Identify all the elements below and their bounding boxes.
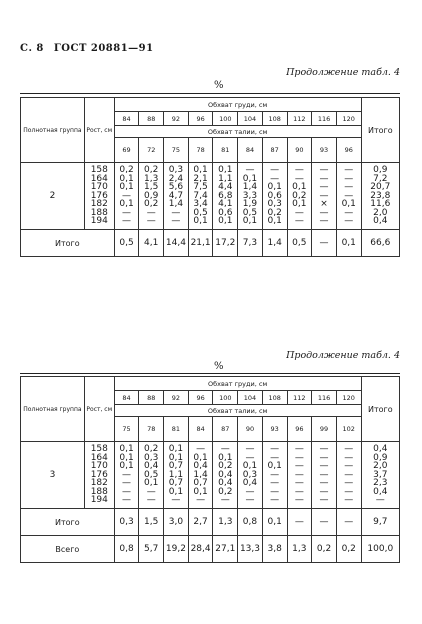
value-column bbox=[287, 442, 312, 509]
cell-value: 7,4 bbox=[193, 190, 208, 201]
cell-value: — bbox=[294, 443, 304, 454]
height-value: 170 bbox=[90, 461, 108, 472]
chest-value: 92 bbox=[164, 391, 189, 405]
height-value: 158 bbox=[90, 164, 108, 175]
cell-value: 0,4 bbox=[218, 478, 233, 489]
height-value: 194 bbox=[90, 495, 108, 506]
value-column bbox=[164, 163, 189, 230]
summary-value: 3,0 bbox=[164, 509, 189, 536]
cell-value: 0,2 bbox=[144, 443, 159, 454]
cell-value: — bbox=[122, 495, 132, 506]
cell-value: 6,8 bbox=[218, 190, 233, 201]
chest-value: 120 bbox=[336, 391, 361, 405]
cell-value: 0,3 bbox=[144, 452, 159, 463]
summary-value: 19,2 bbox=[164, 536, 189, 563]
summary-value: 0,3 bbox=[114, 509, 139, 536]
row-total-value: 0,4 bbox=[373, 486, 388, 497]
height-header: Рост, см bbox=[84, 98, 114, 163]
cell-value: 0,1 bbox=[119, 173, 134, 184]
height-value: 176 bbox=[90, 469, 108, 480]
cell-value: 0,1 bbox=[242, 216, 258, 227]
cell-value: 0,1 bbox=[267, 182, 282, 193]
cell-value: — bbox=[196, 495, 206, 506]
waist-value: 96 bbox=[287, 417, 312, 442]
row-total-value: 20,7 bbox=[370, 182, 391, 193]
height-header: Рост, см bbox=[84, 377, 114, 442]
cell-value: 0,9 bbox=[144, 190, 159, 201]
cell-value: 0,5 bbox=[242, 207, 258, 218]
waist-value: 75 bbox=[114, 417, 139, 442]
chest-value: 112 bbox=[287, 391, 312, 405]
row-total-value: 7,2 bbox=[373, 173, 388, 184]
value-column bbox=[336, 163, 361, 230]
summary-value: — bbox=[312, 509, 337, 536]
row-total-value: 0,4 bbox=[373, 216, 388, 227]
cell-value: — bbox=[220, 443, 230, 454]
height-value: 164 bbox=[90, 452, 108, 463]
cell-value: — bbox=[122, 190, 132, 201]
summary-value: 27,1 bbox=[213, 536, 238, 563]
group-header: Полнотная группа bbox=[21, 377, 85, 442]
waist-value: 99 bbox=[312, 417, 337, 442]
summary-value: 0,5 bbox=[114, 230, 139, 257]
summary-value: 1,5 bbox=[139, 509, 164, 536]
waist-value: 81 bbox=[164, 417, 189, 442]
cell-value: 0,1 bbox=[119, 443, 134, 454]
cell-value: — bbox=[319, 461, 329, 472]
cell-value: 1,1 bbox=[168, 469, 184, 480]
value-column bbox=[114, 163, 139, 230]
value-column bbox=[188, 163, 213, 230]
value-column bbox=[336, 442, 361, 509]
table-1-top-rule bbox=[20, 93, 400, 94]
height-value: 182 bbox=[90, 478, 108, 489]
waist-value: 90 bbox=[287, 138, 312, 163]
cell-value: 0,1 bbox=[292, 199, 307, 210]
waist-value: 93 bbox=[262, 417, 287, 442]
cell-value: — bbox=[344, 495, 354, 506]
chest-value: 88 bbox=[139, 391, 164, 405]
cell-value: — bbox=[245, 164, 255, 175]
chest-header: Обхват груди, см bbox=[114, 377, 361, 391]
cell-value: — bbox=[270, 443, 280, 454]
cell-value: — bbox=[344, 469, 354, 480]
cell-value: 0,7 bbox=[168, 478, 184, 489]
chest-value: 84 bbox=[114, 391, 139, 405]
summary-total: 66,6 bbox=[361, 230, 399, 257]
cell-value: 0,4 bbox=[193, 461, 208, 472]
cell-value: 0,7 bbox=[168, 461, 184, 472]
cell-value: 1,4 bbox=[193, 469, 208, 480]
cell-value: — bbox=[245, 486, 255, 497]
cell-value: 0,1 bbox=[119, 199, 134, 210]
cell-value: — bbox=[270, 164, 280, 175]
cell-value: 5,6 bbox=[168, 182, 184, 193]
table-2-top-rule bbox=[20, 373, 400, 374]
chest-value: 84 bbox=[114, 112, 139, 126]
height-value: 182 bbox=[90, 199, 108, 210]
row-total-value: 2,3 bbox=[373, 478, 388, 489]
cell-value: — bbox=[270, 495, 280, 506]
cell-value: 3,4 bbox=[193, 199, 208, 210]
cell-value: — bbox=[294, 452, 304, 463]
cell-value: — bbox=[319, 486, 329, 497]
cell-value: — bbox=[122, 207, 132, 218]
cell-value: — bbox=[294, 478, 304, 489]
waist-value: 78 bbox=[188, 138, 213, 163]
cell-value: — bbox=[319, 443, 329, 454]
cell-value: 4,1 bbox=[218, 199, 233, 210]
waist-value: 87 bbox=[213, 417, 238, 442]
cell-value: — bbox=[319, 469, 329, 480]
cell-value: — bbox=[344, 182, 354, 193]
cell-value: 0,1 bbox=[267, 461, 282, 472]
table-1 bbox=[20, 97, 400, 257]
cell-value: — bbox=[146, 495, 156, 506]
cell-value: — bbox=[245, 452, 255, 463]
cell-value: — bbox=[344, 486, 354, 497]
cell-value: 0,2 bbox=[267, 207, 282, 218]
cell-value: 0,1 bbox=[242, 461, 258, 472]
cell-value: — bbox=[294, 207, 304, 218]
cell-value: 0,1 bbox=[144, 478, 159, 489]
summary-value: 1,4 bbox=[262, 230, 287, 257]
summary-value: 3,8 bbox=[262, 536, 287, 563]
cell-value: 0,1 bbox=[193, 452, 208, 463]
cell-value: — bbox=[294, 216, 304, 227]
value-column bbox=[164, 442, 189, 509]
cell-value: — bbox=[270, 173, 280, 184]
row-total-value: 2,0 bbox=[373, 207, 388, 218]
summary-value: 17,2 bbox=[213, 230, 238, 257]
chest-value: 96 bbox=[188, 391, 213, 405]
summary-value: 5,7 bbox=[139, 536, 164, 563]
cell-value: — bbox=[270, 452, 280, 463]
cell-value: 1,5 bbox=[144, 182, 159, 193]
cell-value: 0,1 bbox=[168, 486, 184, 497]
waist-value: 69 bbox=[114, 138, 139, 163]
row-total-value: 11,6 bbox=[370, 199, 391, 210]
cell-value: 0,1 bbox=[218, 452, 233, 463]
cell-value: — bbox=[344, 452, 354, 463]
cell-value: — bbox=[344, 461, 354, 472]
chest-value: 92 bbox=[164, 112, 189, 126]
waist-value: 93 bbox=[312, 138, 337, 163]
cell-value: — bbox=[294, 164, 304, 175]
summary-value: 1,3 bbox=[213, 509, 238, 536]
row-total-value: 3,7 bbox=[373, 469, 388, 480]
summary-value: 0,8 bbox=[238, 509, 263, 536]
cell-value: — bbox=[146, 216, 156, 227]
chest-value: 116 bbox=[312, 112, 337, 126]
row-total-value: 23,8 bbox=[370, 190, 391, 201]
summary-label: Итого bbox=[21, 509, 115, 536]
cell-value: 7,5 bbox=[193, 182, 208, 193]
chest-value: 100 bbox=[213, 112, 238, 126]
cell-value: — bbox=[319, 182, 329, 193]
cell-value: 0,5 bbox=[193, 207, 208, 218]
cell-value: — bbox=[344, 216, 354, 227]
cell-value: — bbox=[319, 495, 329, 506]
cell-value: — bbox=[344, 164, 354, 175]
value-column bbox=[287, 163, 312, 230]
cell-value: 0,1 bbox=[168, 443, 184, 454]
cell-value: — bbox=[122, 216, 132, 227]
cell-value: 0,1 bbox=[119, 452, 134, 463]
row-total-value: 2,0 bbox=[373, 461, 388, 472]
height-value: 188 bbox=[90, 207, 108, 218]
cell-value: 0,6 bbox=[267, 190, 282, 201]
value-column bbox=[213, 442, 238, 509]
cell-value: — bbox=[122, 486, 132, 497]
cell-value: — bbox=[245, 443, 255, 454]
summary-value: — bbox=[336, 509, 361, 536]
cell-value: 0,1 bbox=[242, 173, 258, 184]
value-column bbox=[238, 163, 263, 230]
cell-value: 1,4 bbox=[168, 199, 184, 210]
cell-value: — bbox=[319, 216, 329, 227]
chest-header: Обхват груди, см bbox=[114, 98, 361, 112]
cell-value: 1,4 bbox=[242, 182, 258, 193]
cell-value: 1,3 bbox=[144, 173, 159, 184]
chest-value: 104 bbox=[238, 112, 263, 126]
value-column bbox=[238, 442, 263, 509]
cell-value: 2,1 bbox=[193, 173, 208, 184]
cell-value: 0,1 bbox=[218, 164, 233, 175]
cell-value: 4,4 bbox=[218, 182, 233, 193]
summary-label: Итого bbox=[21, 230, 115, 257]
summary-label: Всего bbox=[21, 536, 115, 563]
value-column bbox=[188, 442, 213, 509]
waist-value: 96 bbox=[336, 138, 361, 163]
cell-value: 0,1 bbox=[193, 164, 208, 175]
cell-value: 0,4 bbox=[144, 461, 159, 472]
cell-value: 0,1 bbox=[119, 182, 134, 193]
cell-value: 3,3 bbox=[242, 190, 258, 201]
waist-value: 90 bbox=[238, 417, 263, 442]
cell-value: — bbox=[171, 207, 181, 218]
height-list bbox=[84, 163, 114, 230]
cell-value: 0,1 bbox=[341, 199, 356, 210]
summary-value: 28,4 bbox=[188, 536, 213, 563]
height-value: 188 bbox=[90, 486, 108, 497]
cell-value: — bbox=[344, 443, 354, 454]
cell-value: — bbox=[344, 190, 354, 201]
cell-value: — bbox=[220, 495, 230, 506]
cell-value: — bbox=[196, 443, 206, 454]
cell-value: — bbox=[294, 486, 304, 497]
waist-value: 75 bbox=[164, 138, 189, 163]
cell-value: 4,7 bbox=[168, 190, 184, 201]
page-number: С. 8 bbox=[20, 43, 44, 54]
waist-value: 84 bbox=[188, 417, 213, 442]
chest-value: 120 bbox=[336, 112, 361, 126]
height-value: 194 bbox=[90, 216, 108, 227]
cell-value: — bbox=[344, 207, 354, 218]
cell-value: — bbox=[319, 207, 329, 218]
cell-value: 0,1 bbox=[119, 461, 134, 472]
summary-value: 13,3 bbox=[238, 536, 263, 563]
table-2 bbox=[20, 376, 400, 563]
value-column bbox=[312, 163, 337, 230]
standard-code: ГОСТ 20881—91 bbox=[53, 43, 154, 54]
cell-value: — bbox=[294, 173, 304, 184]
cell-value: 0,3 bbox=[242, 469, 258, 480]
chest-value: 88 bbox=[139, 112, 164, 126]
waist-value: 78 bbox=[139, 417, 164, 442]
cell-value: × bbox=[320, 199, 328, 210]
cell-value: 0,3 bbox=[267, 199, 282, 210]
cell-value: 0,1 bbox=[193, 216, 208, 227]
total-header: Итого bbox=[361, 377, 399, 442]
total-header: Итого bbox=[361, 98, 399, 163]
height-list bbox=[84, 442, 114, 509]
row-total-value: — bbox=[375, 495, 385, 506]
cell-value: — bbox=[146, 486, 156, 497]
chest-value: 112 bbox=[287, 112, 312, 126]
chest-value: 108 bbox=[262, 112, 287, 126]
height-value: 164 bbox=[90, 173, 108, 184]
cell-value: 0,2 bbox=[119, 164, 134, 175]
summary-value: 0,5 bbox=[287, 230, 312, 257]
cell-value: — bbox=[319, 452, 329, 463]
row-total-value: 0,9 bbox=[373, 452, 388, 463]
cell-value: — bbox=[270, 478, 280, 489]
summary-value: 2,7 bbox=[188, 509, 213, 536]
value-column bbox=[114, 442, 139, 509]
cell-value: 0,2 bbox=[218, 461, 233, 472]
group-value: 2 bbox=[21, 163, 85, 230]
cell-value: — bbox=[344, 173, 354, 184]
summary-value: — bbox=[312, 230, 337, 257]
waist-value: 84 bbox=[238, 138, 263, 163]
cell-value: 0,2 bbox=[292, 190, 307, 201]
page-header bbox=[20, 43, 160, 54]
group-value: 3 bbox=[21, 442, 85, 509]
cell-value: — bbox=[294, 461, 304, 472]
value-column bbox=[312, 442, 337, 509]
summary-value: 0,8 bbox=[114, 536, 139, 563]
row-total-list bbox=[361, 163, 399, 230]
cell-value: — bbox=[319, 190, 329, 201]
summary-value: 1,3 bbox=[287, 536, 312, 563]
waist-value: 72 bbox=[139, 138, 164, 163]
cell-value: — bbox=[146, 207, 156, 218]
waist-value: 81 bbox=[213, 138, 238, 163]
cell-value: 2,4 bbox=[168, 173, 184, 184]
summary-value: — bbox=[287, 509, 312, 536]
cell-value: — bbox=[319, 173, 329, 184]
cell-value: — bbox=[294, 469, 304, 480]
cell-value: 1,9 bbox=[242, 199, 258, 210]
chest-value: 104 bbox=[238, 391, 263, 405]
row-total-list bbox=[361, 442, 399, 509]
cell-value: 1,1 bbox=[218, 173, 233, 184]
cell-value: 0,1 bbox=[193, 486, 208, 497]
height-value: 176 bbox=[90, 190, 108, 201]
row-total-value: 0,4 bbox=[373, 443, 388, 454]
waist-value: 87 bbox=[262, 138, 287, 163]
cell-value: — bbox=[319, 478, 329, 489]
cell-value: — bbox=[171, 495, 181, 506]
row-total-value: 0,9 bbox=[373, 164, 388, 175]
summary-value: 7,3 bbox=[238, 230, 263, 257]
summary-value: 4,1 bbox=[139, 230, 164, 257]
summary-value: 0,2 bbox=[312, 536, 337, 563]
cell-value: — bbox=[319, 164, 329, 175]
cell-value: — bbox=[122, 469, 132, 480]
cell-value: 0,1 bbox=[218, 216, 233, 227]
cell-value: 0,4 bbox=[218, 469, 233, 480]
cell-value: — bbox=[294, 495, 304, 506]
summary-value: 14,4 bbox=[164, 230, 189, 257]
chest-value: 116 bbox=[312, 391, 337, 405]
cell-value: — bbox=[270, 486, 280, 497]
value-column bbox=[213, 163, 238, 230]
waist-header: Обхват талии, см bbox=[114, 126, 361, 138]
value-column bbox=[139, 442, 164, 509]
cell-value: — bbox=[171, 216, 181, 227]
chest-value: 96 bbox=[188, 112, 213, 126]
table-1-caption: Продолжение табл. 4 bbox=[286, 67, 400, 78]
cell-value: — bbox=[270, 469, 280, 480]
cell-value: 0,3 bbox=[168, 164, 184, 175]
summary-value: 0,1 bbox=[336, 230, 361, 257]
group-header: Полнотная группа bbox=[21, 98, 85, 163]
waist-value: 102 bbox=[336, 417, 361, 442]
summary-total: 9,7 bbox=[361, 509, 399, 536]
cell-value: 0,4 bbox=[242, 478, 258, 489]
chest-value: 108 bbox=[262, 391, 287, 405]
chest-value: 100 bbox=[213, 391, 238, 405]
table-1-unit: % bbox=[214, 80, 224, 91]
cell-value: 0,7 bbox=[193, 478, 208, 489]
cell-value: — bbox=[245, 495, 255, 506]
cell-value: 0,2 bbox=[144, 164, 159, 175]
cell-value: 0,2 bbox=[218, 486, 233, 497]
value-column bbox=[262, 442, 287, 509]
cell-value: — bbox=[122, 478, 132, 489]
summary-value: 0,1 bbox=[262, 509, 287, 536]
cell-value: 0,6 bbox=[218, 207, 233, 218]
height-value: 158 bbox=[90, 443, 108, 454]
summary-total: 100,0 bbox=[361, 536, 399, 563]
height-value: 170 bbox=[90, 182, 108, 193]
table-2-caption: Продолжение табл. 4 bbox=[286, 350, 400, 361]
table-2-unit: % bbox=[214, 361, 224, 372]
cell-value: 0,5 bbox=[144, 469, 159, 480]
cell-value: 0,2 bbox=[144, 199, 159, 210]
cell-value: 0,1 bbox=[267, 216, 282, 227]
value-column bbox=[139, 163, 164, 230]
value-column bbox=[262, 163, 287, 230]
waist-header: Обхват талии, см bbox=[114, 405, 361, 417]
summary-value: 0,2 bbox=[336, 536, 361, 563]
cell-value: — bbox=[344, 478, 354, 489]
cell-value: 0,1 bbox=[292, 182, 307, 193]
cell-value: 0,1 bbox=[168, 452, 184, 463]
summary-value: 21,1 bbox=[188, 230, 213, 257]
